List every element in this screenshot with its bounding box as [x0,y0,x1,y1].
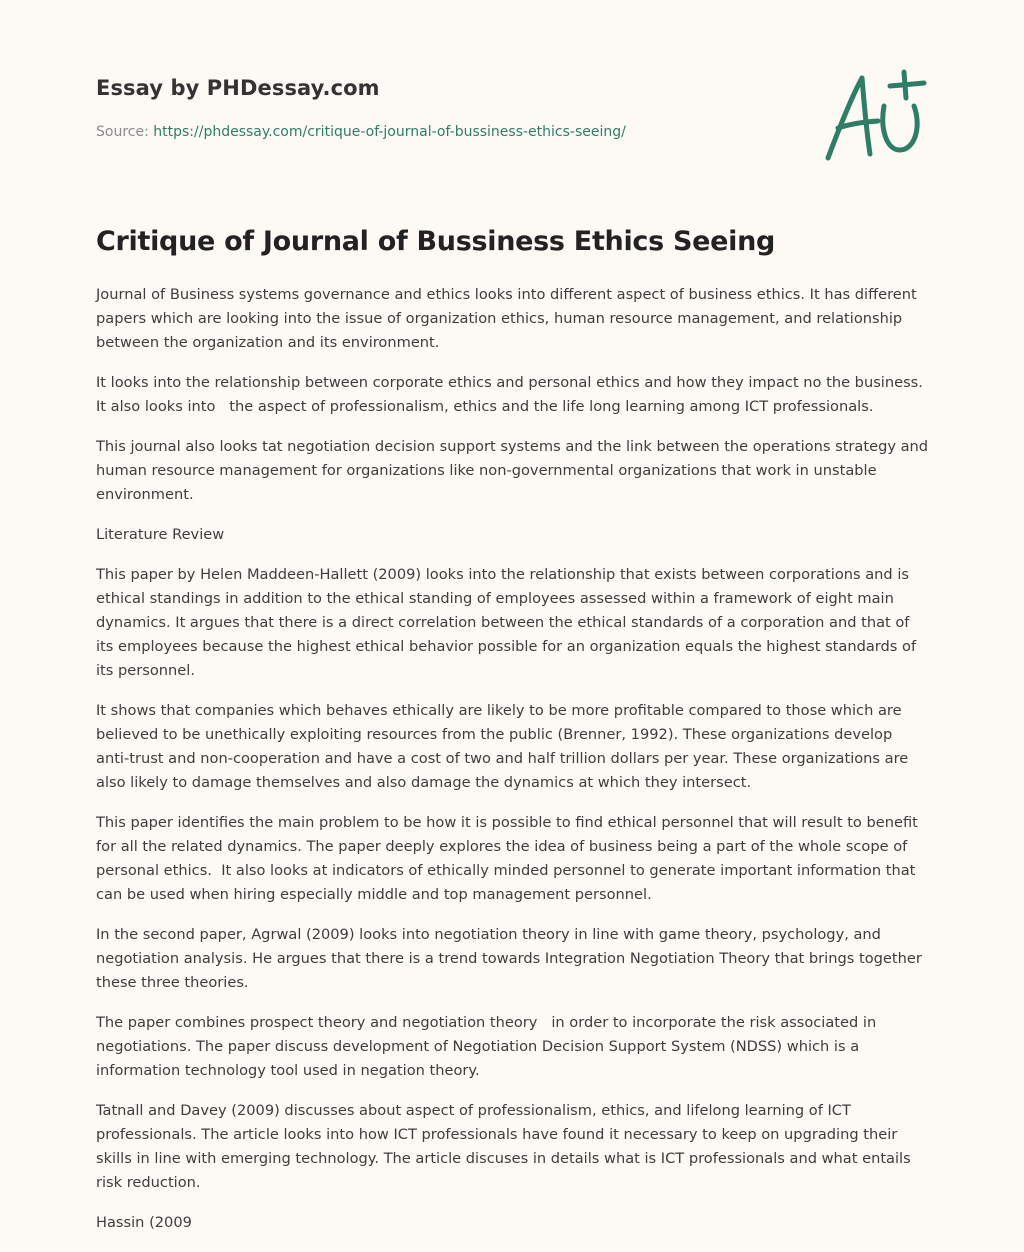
essay-paragraph: This paper identifies the main problem to be how it is possible to find ethical personnel that will result to benefit for all the related dynamics. The paper deeply explores the idea of business being a part of the whole scope of personal ethics. It also looks at indicators of ethically minded personnel to generate important information that can be used when hiring especially middle and top management personnel. [96,814,923,903]
essay-paragraph: Hassin (2009 [96,1214,192,1231]
a-plus-logo-icon [820,66,930,166]
essay-body [96,283,933,1235]
page-header [96,76,796,140]
essay-content [96,226,933,1251]
a-plus-logo-svg [820,66,930,166]
essay-paragraph: This paper by Helen Maddeen-Hallett (2009) looks into the relationship that exists between corporations and is ethical standings in addition to the ethical standing of employees assessed within a framework of eight main dynamics. It argues that there is a direct correlation between the ethical standards of a corporation and that of its employees because the highest ethical behavior possible for an organization equals the highest standards of its personnel. [96,566,921,679]
essay-paragraph: In the second paper, Agrwal (2009) looks into negotiation theory in line with game theory, psychology, and negotiation analysis. He argues that there is a trend towards Integration Negotiation Theory that brings together these three theories. [96,926,927,991]
source-label: Source: [96,124,154,140]
essay-paragraph: This journal also looks tat negotiation decision support systems and the link between the operations strategy and human resource management for organizations like non-governmental organizations that work in unstable environment. [96,438,933,503]
essay-title: Critique of Journal of Bussiness Ethics Seeing [96,226,776,257]
essay-paragraph: It shows that companies which behaves ethically are likely to be more profitable compared to those which are believed to be unethically exploiting resources from the public (Brenner, 1992). These organizations develop anti-trust and non-cooperation and have a cost of two and half trillion dollars per year. These organizations are also likely to damage themselves and also damage the dynamics at which they intersect. [96,702,913,791]
essay-paragraph: It looks into the relationship between corporate ethics and personal ethics and how they impact no the business. It also looks into the aspect of professionalism, ethics and the life long learning among ICT professionals. [96,374,933,415]
essay-paragraph: Literature Review [96,526,225,543]
essay-paragraph: Tatnall and Davey (2009) discusses about aspect of professionalism, ethics, and lifelong learning of ICT professionals. The article looks into how ICT professionals have found it necessary to keep on upgrading their skills in line with emerging technology. The article discuses in details what is ICT professionals and what entails risk reduction. [96,1102,916,1191]
essay-paragraph: Journal of Business systems governance and ethics looks into different aspect of business ethics. It has different papers which are looking into the issue of organization ethics, human resource management, and relationship between the organization and its environment. [96,286,922,351]
essay-paragraph: The paper combines prospect theory and negotiation theory in order to incorporate the risk associated in negotiations. The paper discuss development of Negotiation Decision Support System (NDSS) which is a information technology tool used in negation theory. [96,1014,881,1079]
site-title: Essay by PHDessay.com [96,76,380,100]
source-line [96,124,796,140]
source-link[interactable]: https://phdessay.com/critique-of-journal-of-bussiness-ethics-seeing/ [153,124,626,140]
